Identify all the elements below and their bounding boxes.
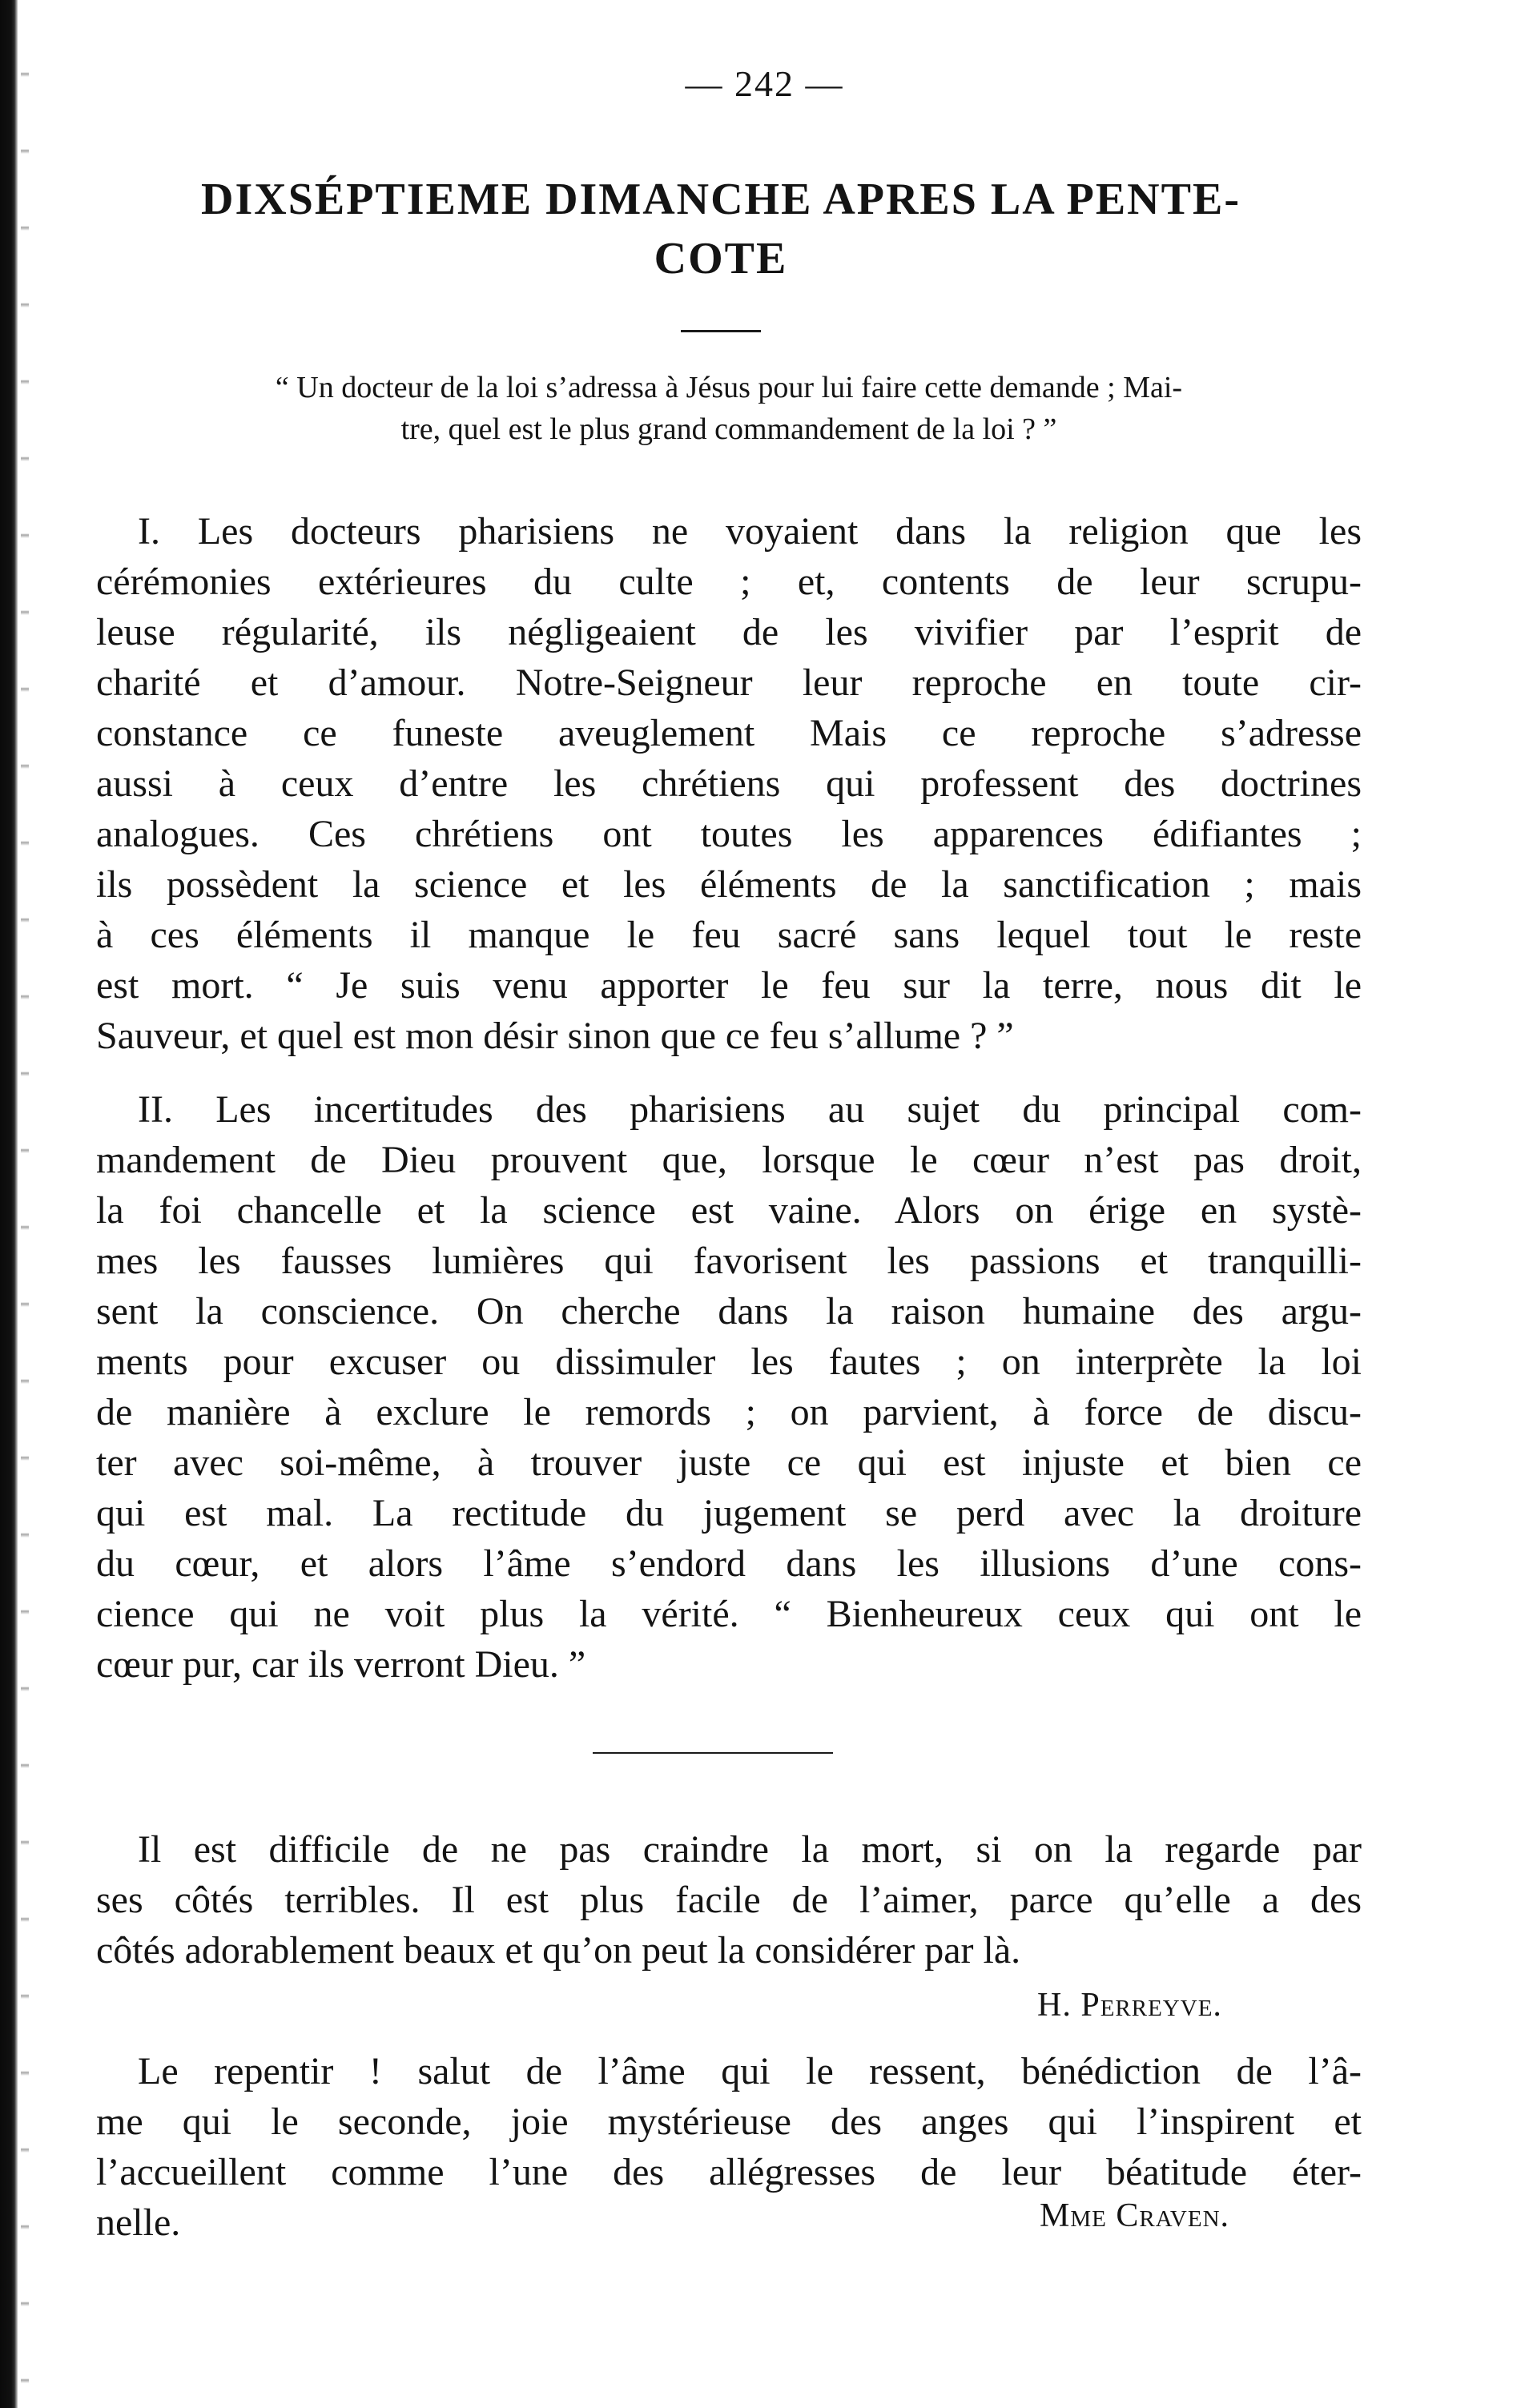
text-line: côtés adorablement beaux et qu’on peut la considérer par là.	[96, 1929, 1021, 1972]
text-line: l’accueillent comme l’une des allégresses de leur béatitude éter-	[96, 2151, 1362, 2193]
text-line: I. Les docteurs pharisiens ne voyaient dans la religion que les	[138, 510, 1362, 553]
epigraph-line: tre, quel est le plus grand commandement de la loi ? ”	[400, 412, 1057, 446]
text-line: de manière à exclure le remords ; on parvient, à force de discu-	[96, 1391, 1362, 1433]
text-line: constance ce funeste aveuglement Mais ce reproche s’adresse	[96, 712, 1362, 754]
section-1-paragraph	[96, 506, 1362, 1061]
text-line: charité et d’amour. Notre-Seigneur leur reproche en toute cir-	[96, 661, 1362, 704]
text-line: aussi à ceux d’entre les chrétiens qui professent des doctrines	[96, 762, 1362, 805]
epigraph-line: “ Un docteur de la loi s’adressa à Jésus pour lui faire cette demande ; Mai-	[275, 371, 1183, 404]
page-number: — 242 —	[685, 63, 844, 104]
binding-edge	[0, 0, 18, 2408]
text-line: qui est mal. La rectitude du jugement se perd avec la droiture	[96, 1492, 1362, 1534]
text-line: ils possèdent la science et les éléments de la sanctification ; mais	[96, 863, 1362, 906]
text-line: analogues. Ces chrétiens ont toutes les apparences édifiantes ;	[96, 813, 1362, 855]
text-line: cience qui ne voit plus la vérité. “ Bienheureux ceux qui ont le	[96, 1593, 1362, 1635]
text-line: la foi chancelle et la science est vaine. Alors on érige en systè-	[96, 1189, 1362, 1232]
title-line: COTE	[654, 234, 788, 283]
section-divider	[593, 1752, 833, 1754]
text-line: mes les fausses lumières qui favorisent les passions et tranquilli-	[96, 1240, 1362, 1282]
text-line: II. Les incertitudes des pharisiens au sujet du principal com-	[138, 1088, 1362, 1131]
title-divider	[681, 330, 761, 332]
text-line: me qui le seconde, joie mystérieuse des anges qui l’inspirent et	[96, 2100, 1362, 2143]
text-line: est mort. “ Je suis venu apporter le feu sur la terre, nous dit le	[96, 964, 1362, 1007]
chapter-title	[128, 170, 1314, 288]
section-2-paragraph	[96, 1084, 1362, 1690]
text-line: Le repentir ! salut de l’âme qui le ressent, bénédiction de l’â-	[138, 2050, 1362, 2092]
text-line: nelle.	[96, 2201, 181, 2244]
text-line: ses côtés terribles. Il est plus facile de l’aimer, parce qu’elle a des	[96, 1879, 1362, 1921]
text-line: cœur pur, car ils verront Dieu. ”	[96, 1643, 586, 1686]
text-line: ter avec soi-même, à trouver juste ce qui est injuste et bien ce	[96, 1441, 1362, 1484]
text-line: du cœur, et alors l’âme s’endord dans les illusions d’une cons-	[96, 1542, 1362, 1585]
text-line: leuse régularité, ils négligeaient de les vivifier par l’esprit de	[96, 611, 1362, 653]
text-line: ments pour excuser ou dissimuler les fautes ; on interprète la loi	[96, 1341, 1362, 1383]
scan-specks	[21, 0, 29, 2408]
text-line: cérémonies extérieures du culte ; et, contents de leur scrupu-	[96, 561, 1362, 603]
text-line: Sauveur, et quel est mon désir sinon que ce feu s’allume ? ”	[96, 1015, 1014, 1057]
text-line: sent la conscience. On cherche dans la raison humaine des argu-	[96, 1290, 1362, 1333]
author-signature: H. Perreyve.	[1037, 1987, 1222, 2024]
quote-perreyve	[96, 1824, 1362, 1976]
author-signature: Mme Craven.	[1040, 2197, 1230, 2234]
text-line: Il est difficile de ne pas craindre la mort, si on la regarde par	[138, 1828, 1362, 1871]
text-line: à ces éléments il manque le feu sacré sans lequel tout le reste	[96, 914, 1362, 956]
epigraph	[96, 367, 1362, 450]
title-line: DIXSÉPTIEME DIMANCHE APRES LA PENTE-	[201, 175, 1241, 224]
text-line: mandement de Dieu prouvent que, lorsque le cœur n’est pas droit,	[96, 1139, 1362, 1181]
